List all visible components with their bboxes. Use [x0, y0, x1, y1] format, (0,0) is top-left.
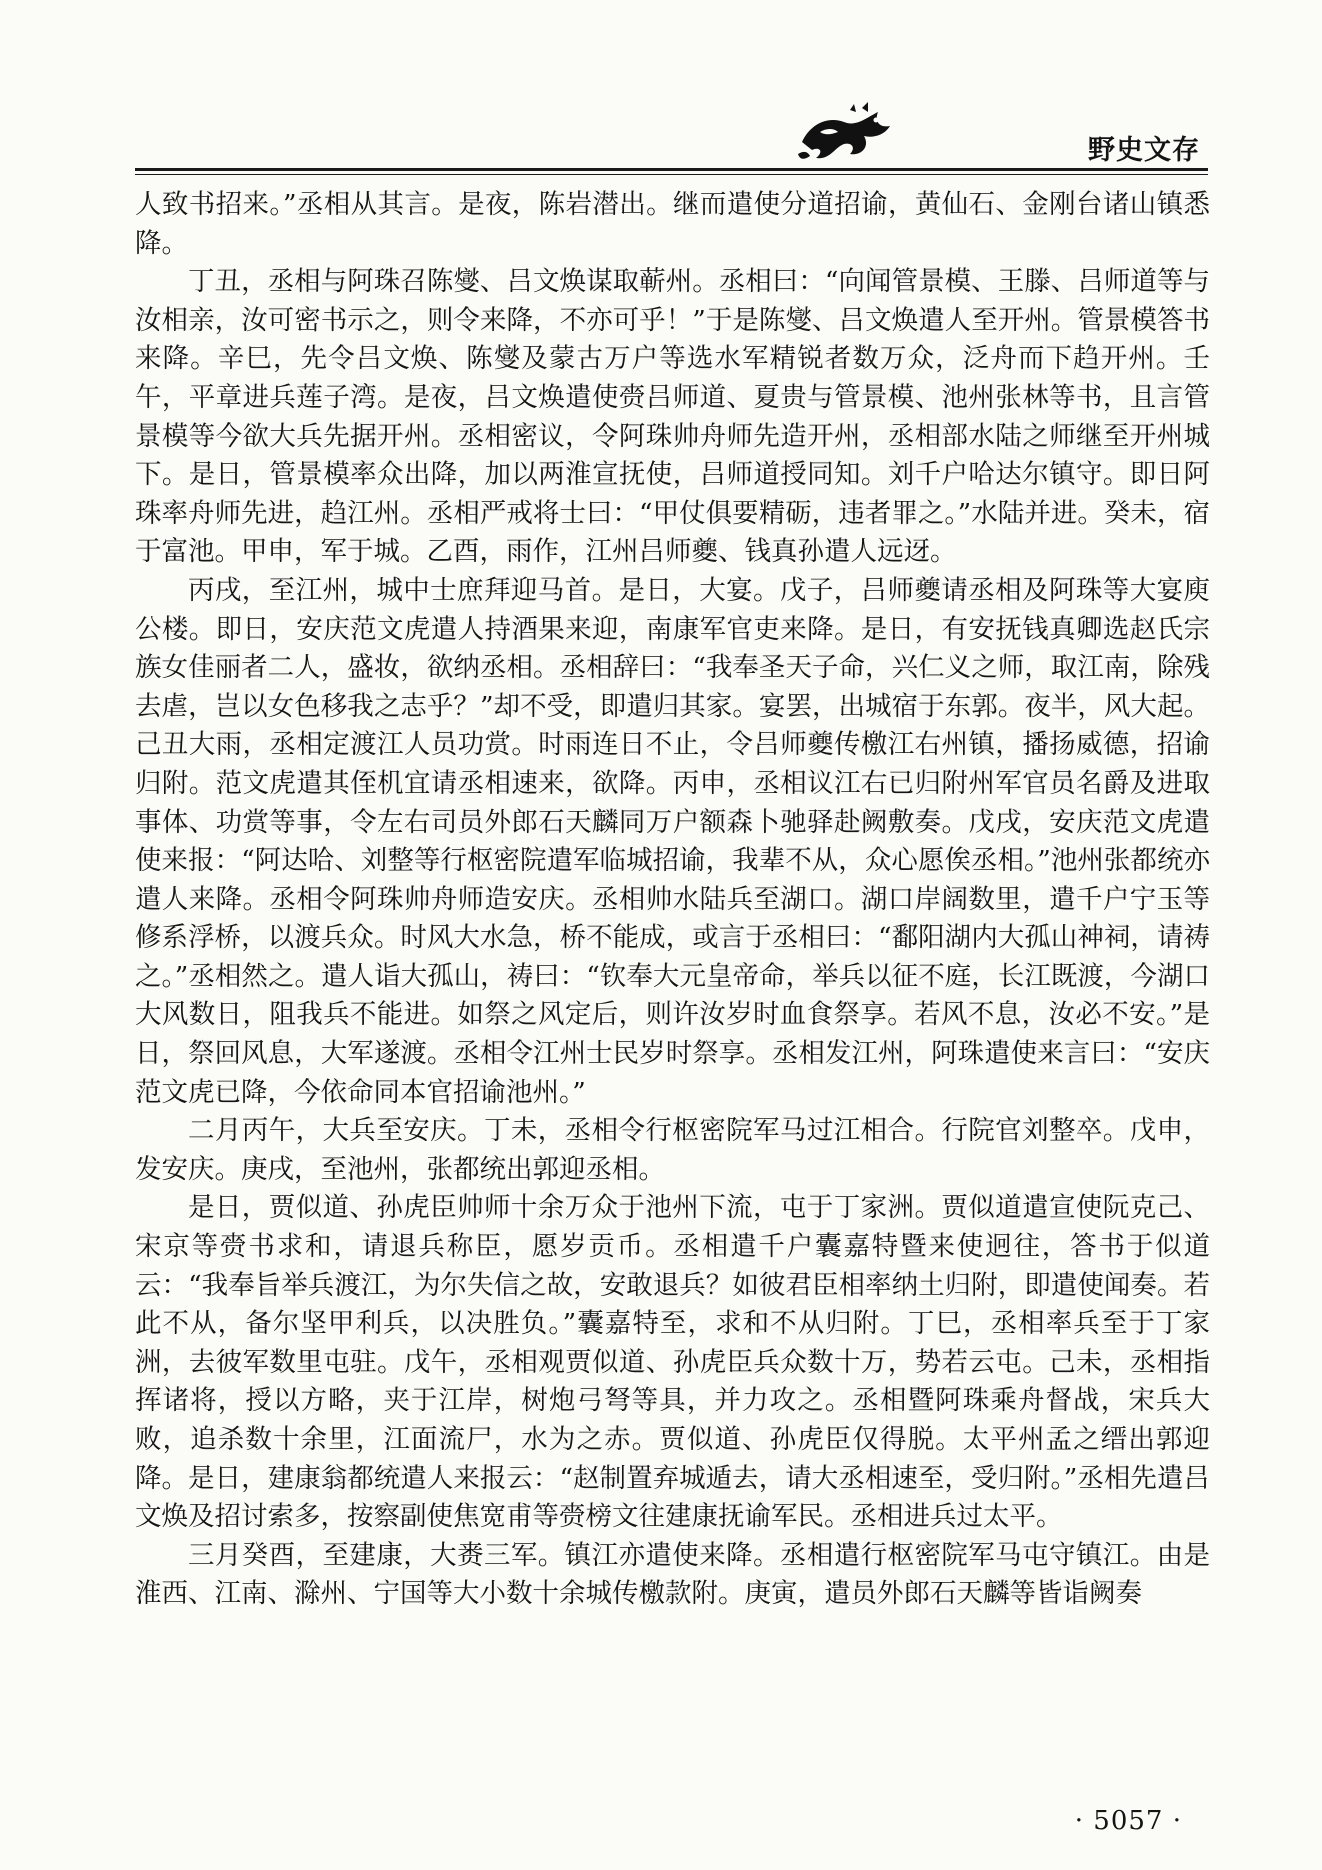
- body-text: [135, 186, 1210, 1614]
- paragraph: 人致书招来。”丞相从其言。是夜，陈岩潜出。继而遣使分道招谕，黄仙石、金刚台诸山镇悉降。: [135, 189, 1210, 259]
- paragraph: 是日，贾似道、孙虎臣帅师十余万众于池州下流，屯于丁家洲。贾似道遣宣使阮克己、宋京等赍书求和，请退兵称臣，愿岁贡币。丞相遣千户囊嘉特暨来使迥往，答书于似道云：“我奉旨举兵渡江，为尔失信之故，安敢退兵？如彼君臣相率纳土归附，即遣使闻奏。若此不从，备尔坚甲利兵，以决胜负。”囊嘉特至，求和不从归附。丁巳，丞相率兵至于丁家洲，去彼军数里屯驻。戊午，丞相观贾似道、孙虎臣兵众数十万，势若云屯。己未，丞相指挥诸将，授以方略，夹于江岸，树炮弓弩等具，并力攻之。丞相暨阿珠乘舟督战，宋兵大败，追杀数十余里，江面流尸，水为之赤。贾似道、孙虎臣仅得脱。太平州孟之缙出郭迎降。是日，建康翁都统遣人来报云：“赵制置弃城遁去，请大丞相速至，受归附。”丞相先遣吕文焕及招讨索多，按察副使焦宽甫等赍榜文往建康抚谕军民。丞相进兵过太平。: [135, 1192, 1210, 1533]
- header-rule-thin: [135, 174, 1208, 175]
- page-header: [135, 100, 1208, 180]
- paragraph: 二月丙午，大兵至安庆。丁未，丞相令行枢密院军马过江相合。行院官刘整卒。戊申，发安庆。庚戌，至池州，张都统出郭迎丞相。: [135, 1115, 1210, 1185]
- paragraph: 丙戌，至江州，城中士庶拜迎马首。是日，大宴。戊子，吕师夔请丞相及阿珠等大宴庾公楼。即日，安庆范文虎遣人持酒果来迎，南康军官吏来降。是日，有安抚钱真卿选赵氏宗族女佳丽者二人，盛妆，欲纳丞相。丞相辞曰：“我奉圣天子命，兴仁义之师，取江南，除残去虐，岂以女色移我之志乎？”却不受，即遣归其家。宴罢，出城宿于东郭。夜半，风大起。己丑大雨，丞相定渡江人员功赏。时雨连日不止，令吕师夔传檄江右州镇，播扬威德，招谕归附。范文虎遣其侄机宜请丞相速来，欲降。丙申，丞相议江右已归附州军官员名爵及进取事体、功赏等事，令左右司员外郎石天麟同万户额森卜驰驿赴阙敷奏。戊戌，安庆范文虎遣使来报：“阿达哈、刘整等行枢密院遣军临城招谕，我辈不从，众心愿俟丞相。”池州张都统亦遣人来降。丞相令阿珠帅舟师造安庆。丞相帅水陆兵至湖口。湖口岸阔数里，遣千户宁玉等修系浮桥，以渡兵众。时风大水急，桥不能成，或言于丞相曰：“鄱阳湖内大孤山神祠，请祷之。”丞相然之。遣人诣大孤山，祷曰：“钦奉大元皇帝命，举兵以征不庭，长江既渡，今湖口大风数日，阻我兵不能进。如祭之风定后，则许汝岁时血食祭享。若风不息，汝必不安。”是日，祭回风息，大军遂渡。丞相令江州士民岁时祭享。丞相发江州，阿珠遣使来言曰：“安庆范文虎已降，今依命同本官招谕池州。”: [135, 574, 1210, 1108]
- page-header-title: 野史文存: [1088, 135, 1200, 166]
- paragraph: 三月癸酉，至建康，大赉三军。镇江亦遣使来降。丞相遣行枢密院军马屯守镇江。由是淮西、江南、滁州、宁国等大小数十余城传檄款附。庚寅，遣员外郎石天麟等皆诣阙奏: [135, 1539, 1210, 1610]
- header-rule-thick: [135, 168, 1208, 171]
- paragraph: 丁丑，丞相与阿珠召陈燮、吕文焕谋取蕲州。丞相曰：“向闻管景模、王滕、吕师道等与汝相亲，汝可密书示之，则令来降，不亦可乎！”于是陈燮、吕文焕遣人至开州。管景模答书来降。辛巳，先令吕文焕、陈燮及蒙古万户等选水军精锐者数万众，泛舟而下趋开州。壬午，平章进兵莲子湾。是夜，吕文焕遣使赍吕师道、夏贵与管景模、池州张林等书，且言管景模等今欲大兵先据开州。丞相密议，令阿珠帅舟师先造开州，丞相部水陆之师继至开州城下。是日，管景模率众出降，加以两淮宣抚使，吕师道授同知。刘千户哈达尔镇守。即日阿珠率舟师先进，趋江州。丞相严戒将士曰：“甲仗俱要精砺，违者罪之。”水陆并进。癸未，宿于富池。甲申，军于城。乙酉，雨作，江州吕师夔、钱真孙遣人远迓。: [135, 266, 1210, 568]
- page-number: · 5057 ·: [1074, 1806, 1182, 1836]
- dragon-icon: [790, 102, 900, 172]
